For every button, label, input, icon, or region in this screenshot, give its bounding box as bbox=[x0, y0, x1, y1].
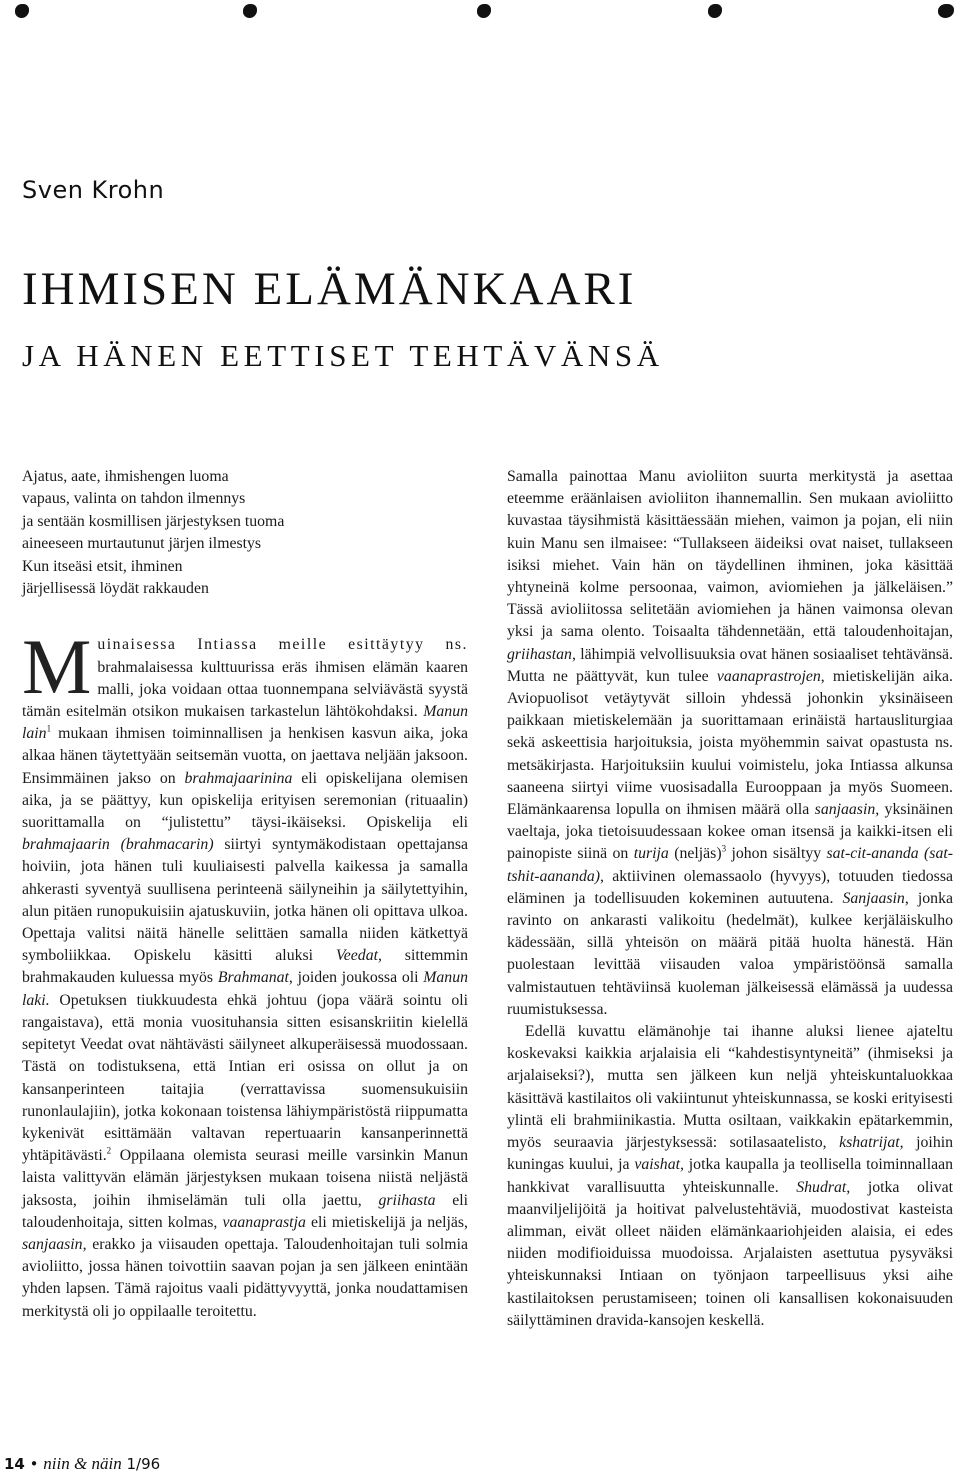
lead-words: uinaisessa Intiassa meille esittäytyy ns. bbox=[97, 636, 468, 654]
poem-line: vapaus, valinta on tahdon ilmennys bbox=[22, 490, 246, 508]
article-title: IHMISEN ELÄMÄNKAARI bbox=[22, 263, 637, 315]
body-paragraph: Edellä kuvattu elämänohje tai ihanne aluksi lienee ajateltu koskevaksi kaikkia arjalaisia eli “kahdestisyntyneitä” (ihmiseksi ja arjalaiseksi?), mutta sen jälkeen kun neljä yhteiskuntaluokkaa käsittävä kastilaitos oli vakiintunut yhteiskunnassa, se koski erityisesti ylintä eli brahmiinikastia. Mutta osiltaan, vaikkakin epätarkemmin, myös seuraavia järjestyksessä: sotilasaatelisto, kshatrijat, joihin kuningas kuului, ja vaishat, jotka kaupalla ja teollisella toiminnallaan hankkivat varallisuutta yhteiskunnalle. Shudrat, jotka olivat maanviljelijöitä ja hoitivat palvelustehtäviä, muodostivat kasteista alimman, eivät olleet näiden elämänkaariohjeiden alaisia, ei edes niiden modifioiduissa muodoissa. Arjalaisten asettutua pysyväksi yhteiskunnaksi Intiaan on työnjaon tarpeellisuus yksi aihe kastilaitoksen perustamiseen; toinen oli kansallisen kokonaisuuden säilyttäminen dravida-kansojen keskellä. bbox=[507, 1023, 954, 1329]
poem-line: Kun itseäsi etsit, ihminen bbox=[22, 557, 183, 575]
poem-line: Ajatus, aate, ihmishengen luoma bbox=[22, 468, 229, 485]
page-footer bbox=[4, 1454, 160, 1474]
poem-line: järjellisessä löydät rakkauden bbox=[22, 580, 209, 598]
body-paragraph: Samalla painottaa Manu avioliiton suurta merkitystä ja asettaa eteemme eräänlaisen avioliiton ihannemallin. Sen mukaan avioliitto kuvastaa täysihmistä käsittäessään miehen, vaimon ja pojan, eli niin kuin Manu sen ilmaisee: “Tullakseen äideiksi ovat naiset, tullakseen isiksi miehet. Vain hän on täydellinen ihminen, joka käsittää yhtyneinä kolme persoonaa, vaimon, aviomiehen ja jälkeläisen.” Tässä avioliitossa selitetään aviomiehen ja hänen vaimonsa olevan yksi ja sama olento. Toisaalta tähdennetään, että taloudenhoitajan, griihastan, lähimpiä velvollisuuksia ovat hänen sosiaaliset tehtävänsä. Mutta ne päättyvät, kun tulee vaanaprastrojen, mietiskelijän aika. Aviopuolisot vetäytyvät silloin yhdessä johonkin yksinäiseen paikkaan mietiskelemään ja suorittamaan erinäistä hartausliturgiaa sekä askeettisia harjoituksia, joista myöhemmin saivat opastusta ns. metsäkirjasta. Harjoituksiin kuului voimistelu, joka Intiassa alkunsa saaneena siirtyi viime vuosisadalla Eurooppaan ja myös Suomeen. Elämänkaarensa lopulla on ihmisen määrä olla sanjaasin, yksinäinen vaeltaja, joka tietoisuudessaan kokee oman itsensä ja kaikki-itsen eli painopiste siinä on turija (neljäs)$^3$ johon sisältyy sat-cit-ananda (sat-tshit-aananda), aktiivinen olemassaolo (hyvyys), totuuden tiedossa eläminen ja todellisuuden kokeminen autuutena. Sanjaasin, jonka ravinto on ankarasti valikoitu (hedelmät), kulkee kerjäläiskulho kädessään, sillä yhteisön on määrä pitää huolta hänestä. Hän puolestaan levittää viisauden valoa ympäristöönsä samalla valmistautuen tehtäviinsä kuoleman jälkeisessä elämässä ja uudessa ruumistuksessa. bbox=[507, 468, 953, 1018]
left-column bbox=[22, 466, 468, 1323]
footnote-ref: 3 bbox=[721, 844, 727, 855]
footnote-ref: 1 bbox=[46, 723, 52, 734]
punch-hole-mark bbox=[477, 4, 491, 18]
punch-hole-mark bbox=[708, 4, 722, 18]
poem-line: aineeseen murtautunut järjen ilmestys bbox=[22, 535, 262, 553]
magazine-name: niin & näin bbox=[43, 1454, 122, 1473]
article-subtitle: JA HÄNEN EETTISET TEHTÄVÄNSÄ bbox=[22, 338, 664, 373]
footnote-ref: 2 bbox=[106, 1145, 112, 1156]
punch-hole-mark bbox=[938, 4, 954, 18]
author-name: Sven Krohn bbox=[22, 176, 165, 204]
page-number: 14 bbox=[4, 1455, 25, 1473]
epigraph-poem bbox=[22, 466, 468, 600]
drop-cap: M bbox=[22, 623, 92, 711]
footer-bullet: • bbox=[29, 1455, 39, 1473]
right-column bbox=[507, 466, 953, 1332]
punch-hole-mark bbox=[243, 4, 257, 18]
punch-hole-mark bbox=[15, 4, 29, 18]
poem-line: ja sentään kosmillisen järjestyksen tuoma bbox=[22, 512, 285, 530]
body-paragraph: Muinaisessa Intiassa meille esittäytyy ns. brahmalaisessa kulttuurissa eräs ihmisen elämän kaaren malli, joka voidaan ottaa tuonnempana selviävästä syystä tämän esitelmän otsikon mukaisen tarkastelun lähtökohdaksi. Manun lain$^1$ mukaan ihmisen toiminnallisen ja henkisen kasvun aika, joka alkaa hänen täytettyään seitsemän vuotta, on jaettava neljään jaksoon. Ensimmäinen jakso on brahmajaarinina eli opiskelijana olemisen aika, ja se päättyy, kun opiskelija erityisen seremonian (rituaalin) suorittamalla on “julistettu” täysi-ikäiseksi. Opiskelija eli brahmajaarin (brahmacarin) siirtyi syntymäkodistaan opettajansa hoiviin, jota hänen tuli kuuliaisesti palvella kaikessa ja samalla ahkerasti syventyä suullisena perinteenä säilyneihin ja säilytettyihin, alun pitäen runopukuisiin ajatuskuviin, jotka hänen oli opittava ulkoa. Opettaja valitsi näitä hänelle selittäen samalla niiden kätkettyä symboliikkaa. Opiskelu käsitti aluksi Veedat, sittemmin brahmakauden kuluessa myös Brahmanat, joiden joukossa oli Manun laki. Opetuksen tiukkuudesta ehkä johtuu (jopa väärä sointu oli rangaistava), että monia vuosituhansia sitten esisanskriitin kielellä sepitetyt Veedat ovat nähtävästi säilyneet alkuperäisessä muodossaan. Tästä on todistuksena, että Intian eri osissa on ollut ja on kansanperinteen taitajia (verrattavissa suomensukuisiin runonlaulajiin), jotka kokonaan toistensa lähiympäristöstä riippumatta kykenivät esittämään valtavan repertuaarin kansanperinnettä yhtäpitävästi.$^2$ Oppilaana olemista seurasi meille varsinkin Manun laista valittyvän elämän järjestyksen mukaan toisena niistä neljästä jaksosta, joihin ihmiselämän tuli olla jaettu, griihasta eli taloudenhoitaja, sitten kolmas, vaanaprastja eli mietiskelijä ja neljäs, sanjaasin, erakko ja viisauden opettaja. Taloudenhoitajan tuli solmia avioliitto, jossa hänen toivottiin saavan pojan ja sen jälkeen enintään yhden lapsen. Tämä rajoitus vaali pidättyvyyttä, jonka noudattamisen merkitystä oli jo oppilaalle teroitettu. bbox=[22, 623, 469, 1320]
issue-number: 1/96 bbox=[126, 1455, 161, 1473]
